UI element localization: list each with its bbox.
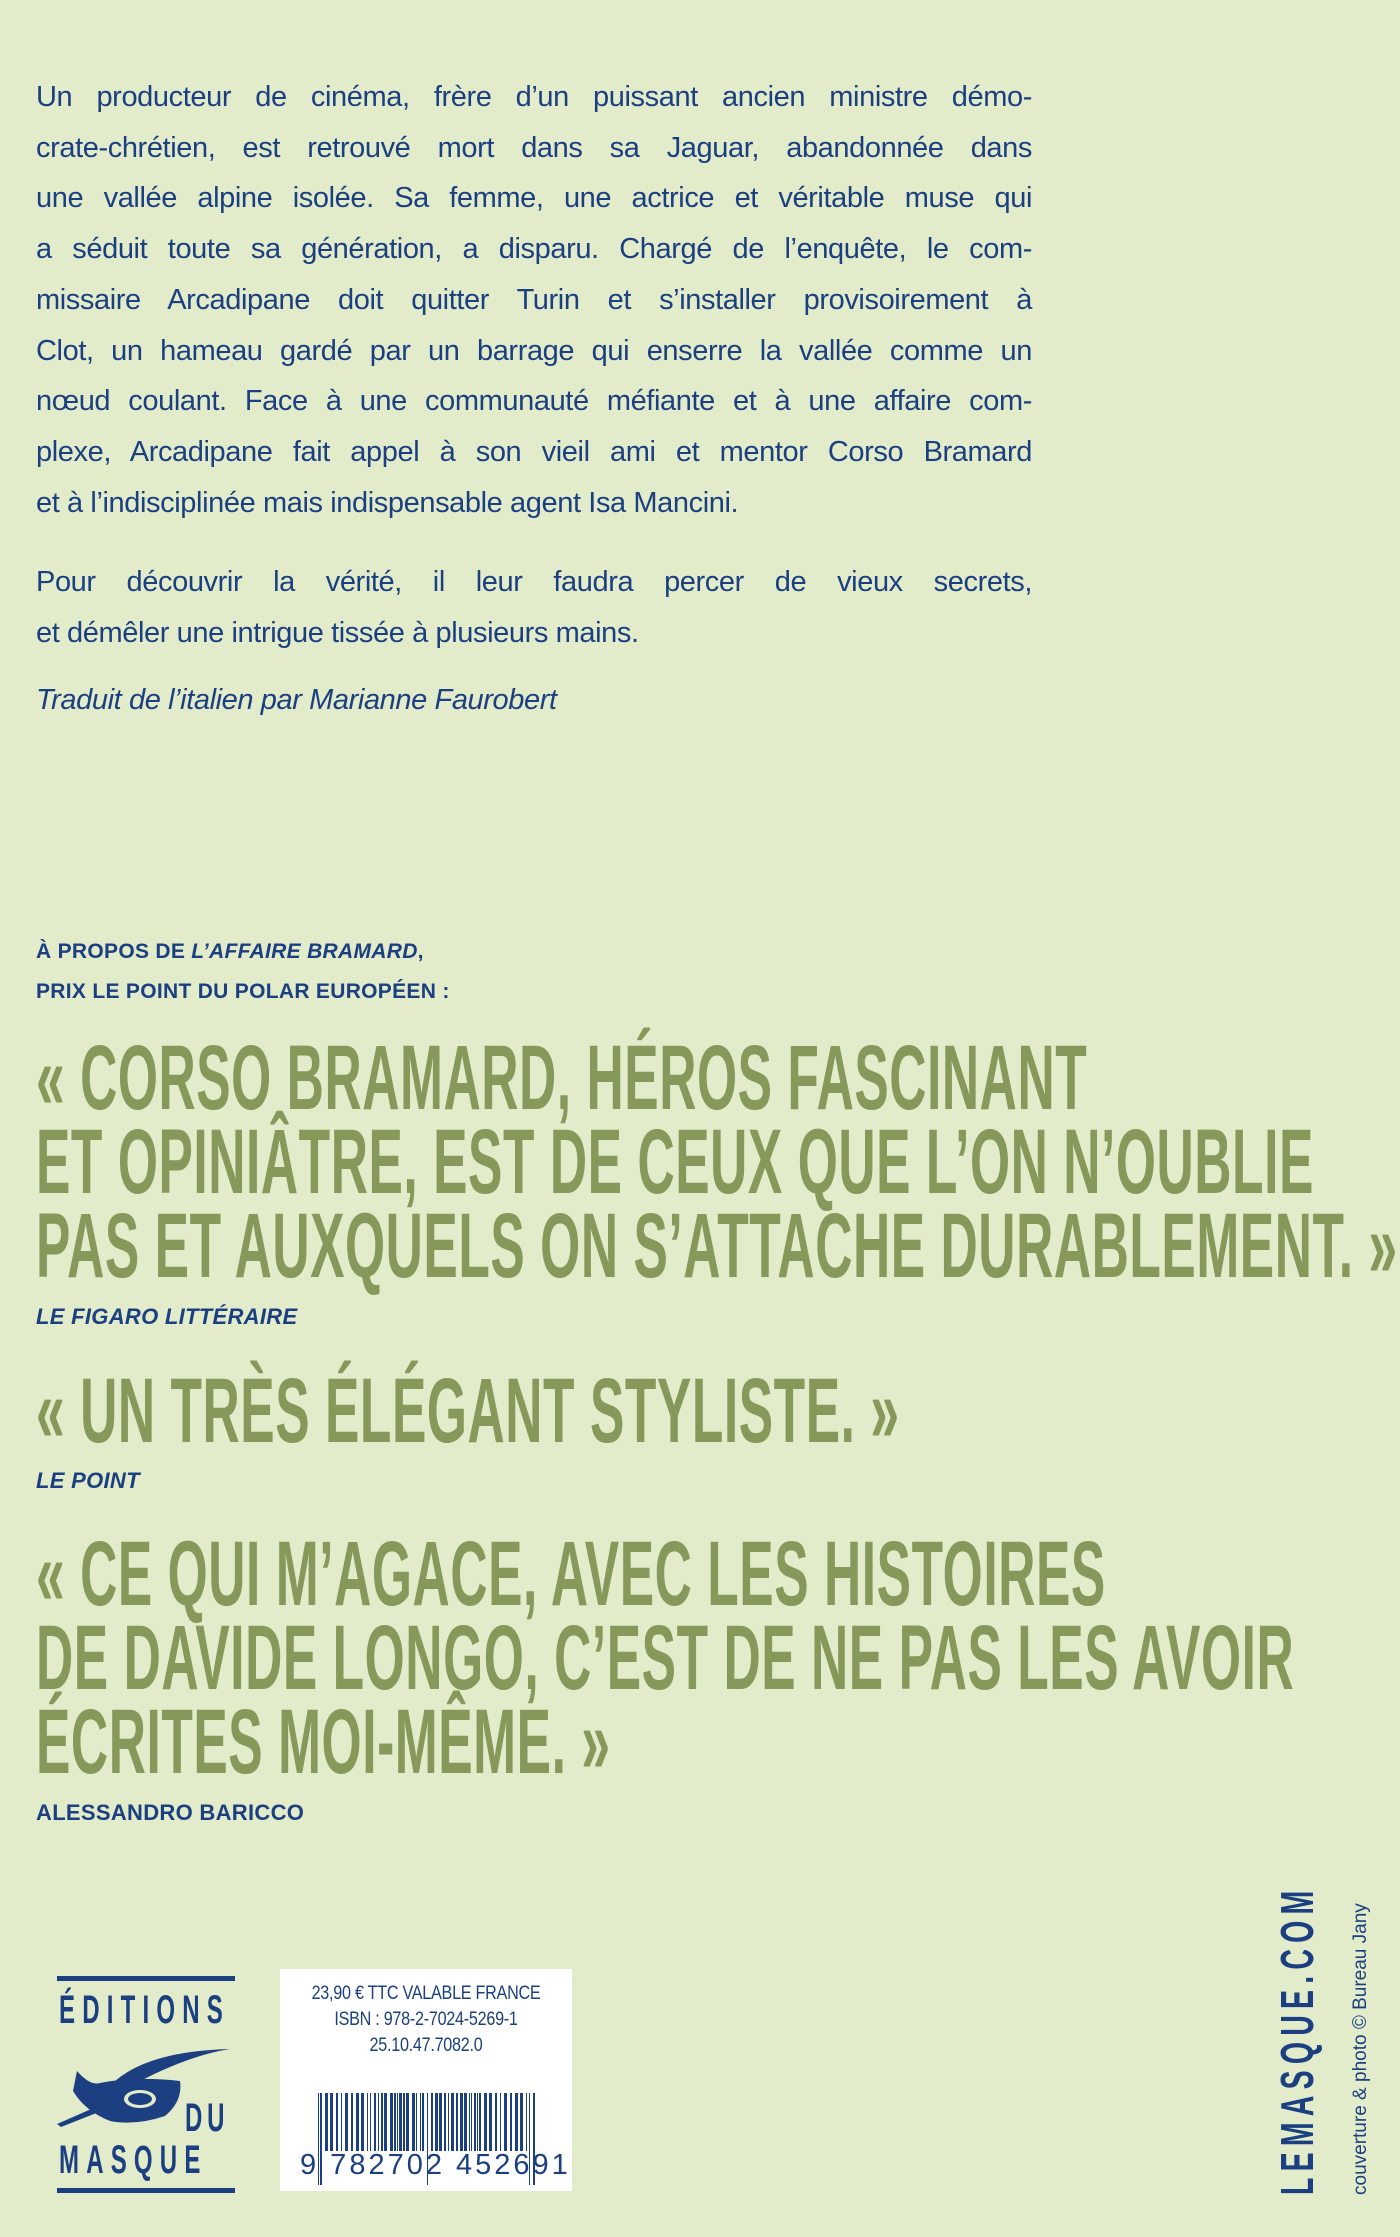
text-line: Pour découvrir la vérité, il leur faudra percer de vieux secrets,	[36, 566, 1032, 598]
quote-line: ÉCRITES MOI-MÊME. »	[36, 1691, 611, 1793]
barcode-bar	[381, 2093, 383, 2151]
text-line: missaire Arcadipane doit quitter Turin et s’installer provisoirement à	[36, 283, 1032, 316]
barcode-bar	[378, 2093, 379, 2151]
logo-text-du: DU	[185, 2096, 230, 2140]
barcode-bar	[420, 2093, 421, 2151]
logo-text-masque: MASQUE	[59, 2138, 208, 2182]
price-text: 23,90 € TTC VALABLE FRANCE	[311, 1983, 541, 2004]
quote-1	[36, 1027, 1398, 1297]
barcode-bar	[399, 2093, 402, 2151]
text-line: et à l’indisciplinée mais indispensable agent Isa Mancini.	[36, 486, 739, 519]
publisher-logo	[57, 1976, 235, 2191]
about-prefix: À PROPOS DE	[36, 940, 192, 963]
text-line: Clot, un hameau gardé par un barrage qui enserre la vallée comme un	[36, 334, 1032, 367]
text-line: nœud coulant. Face à une communauté méfiante et à une affaire com-	[36, 385, 1032, 418]
barcode-bar	[451, 2093, 454, 2151]
text-line: une vallée alpine isolée. Sa femme, une actrice et véritable muse qui	[36, 182, 1032, 215]
quote-3-source: ALESSANDRO BARICCO	[36, 1800, 305, 1825]
quote-line: PAS ET AUXQUELS ON S’ATTACHE DURABLEMENT. »	[36, 1195, 1398, 1297]
quote-2	[36, 1360, 900, 1462]
about-suffix: ,	[417, 940, 424, 963]
barcode-bar	[495, 2093, 497, 2151]
text-line: plexe, Arcadipane fait appel à son vieil ami et mentor Corso Bramard	[36, 435, 1032, 468]
quote-line: « UN TRÈS ÉLÉGANT STYLISTE. »	[36, 1360, 900, 1462]
barcode-bar	[479, 2093, 481, 2151]
text-line: Un producteur de cinéma, frère d’un puissant ancien ministre démo-	[36, 81, 1032, 113]
barcode-bar	[439, 2093, 442, 2151]
logo-text-editions: ÉDITIONS	[59, 1988, 230, 2032]
barcode-bar	[484, 2093, 487, 2151]
barcode-bar	[460, 2093, 463, 2151]
barcode-bar	[520, 2093, 523, 2151]
quote-3	[36, 1523, 1295, 1793]
barcode-bar	[431, 2093, 433, 2151]
barcode-bar	[361, 2093, 364, 2151]
barcode-bar	[435, 2093, 438, 2151]
blurb-paragraph-1	[36, 72, 1032, 528]
quote-line: « CE QUI M’AGACE, AVEC LES HISTOIRES	[36, 1523, 1106, 1625]
barcode-bar	[325, 2093, 328, 2151]
translator-credit: Traduit de l’italien par Marianne Faurobert	[36, 684, 557, 716]
barcode-bar	[341, 2093, 342, 2151]
cover-credit: couverture & photo © Bureau Jany	[1350, 1903, 1371, 2195]
barcode-bar	[345, 2093, 348, 2151]
barcode-bar	[515, 2093, 518, 2151]
barcode-bar	[374, 2093, 376, 2151]
barcode-bar	[330, 2093, 333, 2151]
barcode-bar	[500, 2093, 501, 2151]
website-url[interactable]: LEMASQUE.COM	[1271, 1884, 1323, 2195]
about-prize: PRIX LE POINT DU POLAR EUROPÉEN :	[36, 980, 450, 1003]
barcode-bar	[510, 2093, 512, 2151]
barcode-bar	[416, 2093, 417, 2151]
barcode-bar	[471, 2093, 472, 2151]
quote-line: DE DAVIDE LONGO, C’EST DE NE PAS LES AVOIR	[36, 1607, 1295, 1709]
barcode-bar	[474, 2093, 476, 2151]
barcode-bar	[489, 2093, 492, 2151]
about-heading	[36, 932, 450, 1012]
barcode-bar	[412, 2093, 415, 2151]
barcode-bar	[403, 2093, 405, 2151]
quote-2-source: LE POINT	[36, 1468, 140, 1493]
barcode-digits: 9 782702 452691	[300, 2149, 571, 2181]
barcode-bar	[448, 2093, 449, 2151]
quote-1-source: LE FIGARO LITTÉRAIRE	[36, 1304, 298, 1329]
barcode-bar	[504, 2093, 507, 2151]
quote-line: ET OPINIÂTRE, EST DE CEUX QUE L’ON N’OUBLIE	[36, 1111, 1314, 1213]
quote-line: « CORSO BRAMARD, HÉROS FASCINANT	[36, 1027, 1088, 1129]
barcode-bar	[390, 2093, 393, 2151]
internal-code: 25.10.47.7082.0	[369, 2035, 483, 2056]
barcode-label	[280, 1969, 572, 2191]
logo-rule-bottom	[57, 2188, 235, 2193]
barcode-bar	[394, 2093, 396, 2151]
barcode-bar	[370, 2093, 371, 2151]
text-line: crate-chrétien, est retrouvé mort dans sa Jaguar, abandonnée dans	[36, 131, 1032, 164]
about-book-title: L’AFFAIRE BRAMARD	[191, 940, 418, 963]
barcode-bar	[422, 2093, 424, 2151]
barcode-bar	[384, 2093, 387, 2151]
barcode-bar	[456, 2093, 458, 2151]
barcode-bar	[351, 2093, 353, 2151]
barcode-bar	[477, 2093, 478, 2151]
logo-rule-top	[57, 1976, 235, 1981]
barcode-bar	[464, 2093, 467, 2151]
barcode-bar	[367, 2093, 368, 2151]
barcode-bar	[336, 2093, 338, 2151]
barcode-bar	[356, 2093, 359, 2151]
barcode-bar	[397, 2093, 398, 2151]
barcode-bar	[469, 2093, 470, 2151]
barcode-bar	[526, 2093, 527, 2151]
barcode-bar	[406, 2093, 409, 2151]
isbn-text: ISBN : 978-2-7024-5269-1	[334, 2009, 518, 2030]
barcode-bar	[444, 2093, 446, 2151]
text-line: et démêler une intrigue tissée à plusieurs mains.	[36, 616, 639, 649]
blurb-paragraph-2	[36, 557, 1032, 658]
text-line: a séduit toute sa génération, a disparu. Chargé de l’enquête, le com-	[36, 233, 1032, 266]
